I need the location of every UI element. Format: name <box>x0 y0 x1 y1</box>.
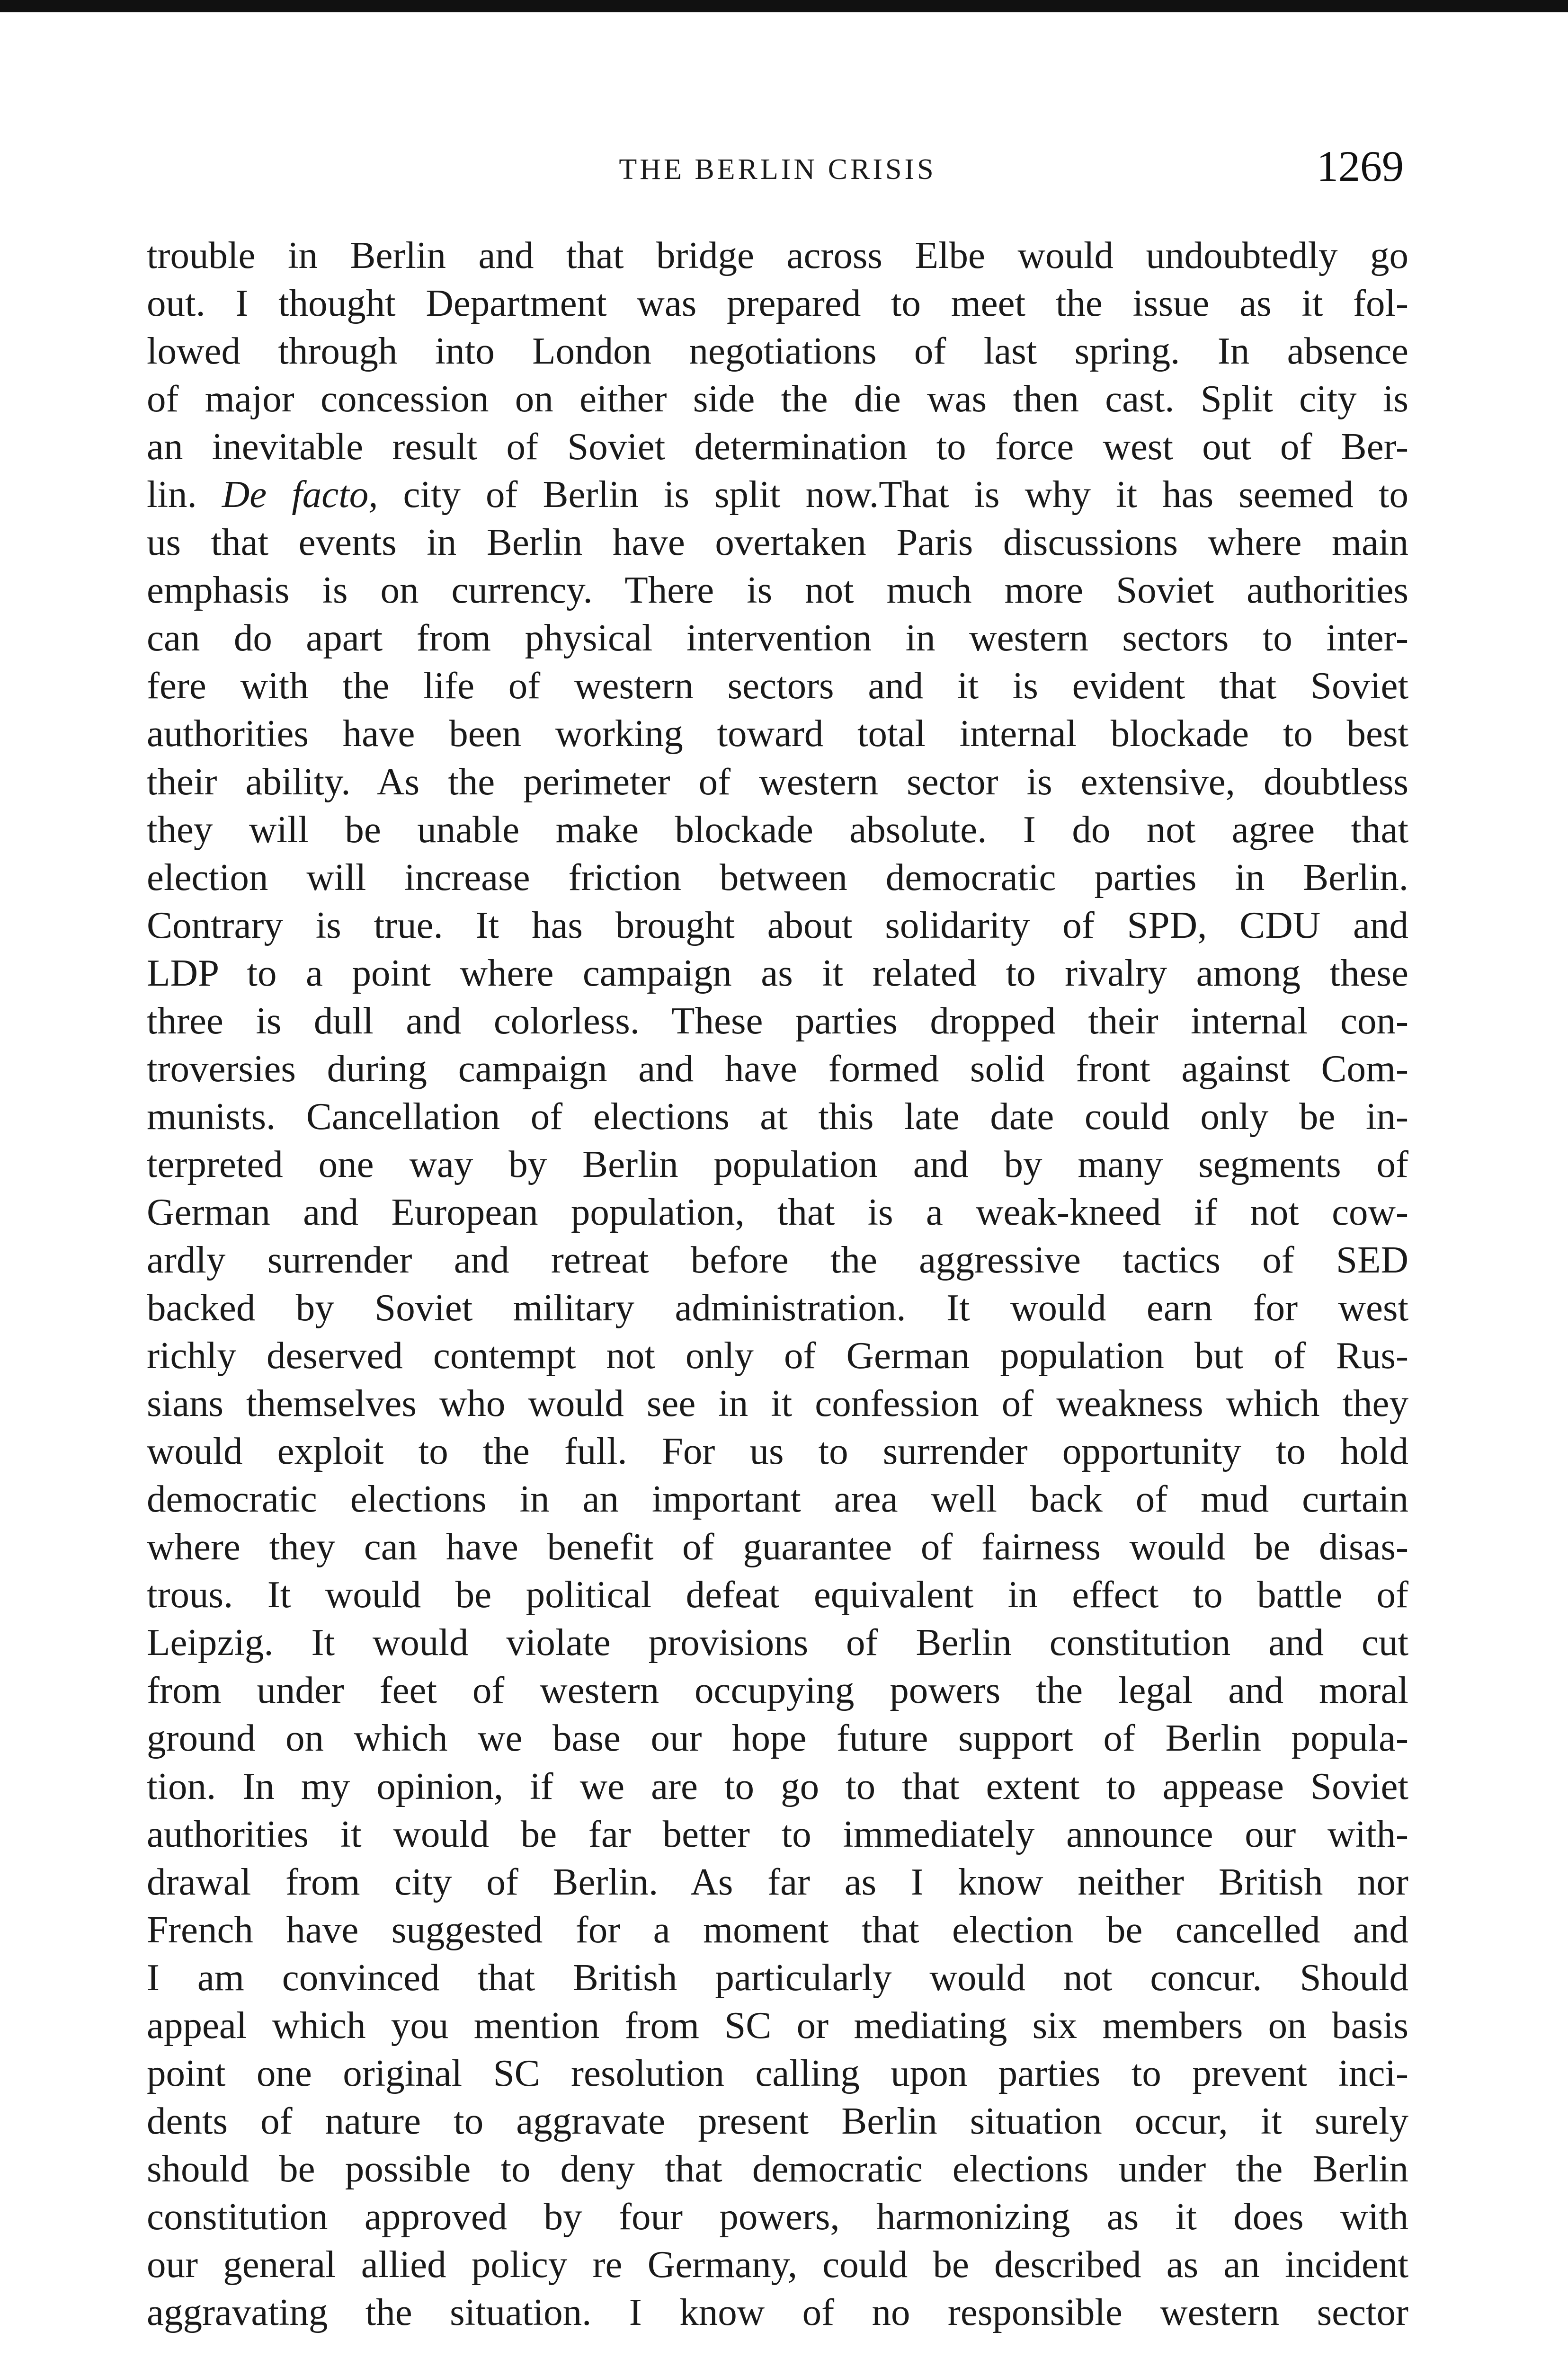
text-line: trous. It would be political defeat equivalent in effect to battle of <box>147 1573 1408 1616</box>
text-line: point one original SC resolution calling upon parties to prevent inci- <box>147 2051 1408 2094</box>
text-line: French have suggested for a moment that election be cancelled and <box>147 1908 1408 1951</box>
text-line: backed by Soviet military administration. It would earn for west <box>147 1286 1408 1329</box>
text-line: terpreted one way by Berlin population and by many segments of <box>147 1142 1408 1185</box>
text-line: ground on which we base our hope future support of Berlin popula- <box>147 1717 1408 1760</box>
text-line: munists. Cancellation of elections at this late date could only be in- <box>147 1095 1408 1138</box>
top-border-rule <box>0 0 1568 12</box>
text-segment: city of Berlin is split now.That is why it has seemed to <box>403 473 1408 516</box>
text-line: Leipzig. It would violate provisions of Berlin constitution and cut <box>147 1621 1408 1664</box>
text-line: dents of nature to aggravate present Berlin situation occur, it surely <box>147 2099 1408 2142</box>
text-line: our general allied policy re Germany, could be described as an incident <box>147 2242 1408 2286</box>
text-line: where they can have benefit of guarantee of fairness would be disas- <box>147 1525 1408 1568</box>
italic-phrase: De facto, <box>222 473 378 516</box>
text-line-mixed <box>147 471 1408 518</box>
text-line: tion. In my opinion, if we are to go to that extent to appease Soviet <box>147 1764 1408 1807</box>
page-number: 1269 <box>1317 142 1404 190</box>
text-line: can do apart from physical intervention in western sectors to inter- <box>147 616 1408 659</box>
text-line: constitution approved by four powers, harmonizing as it does with <box>147 2195 1408 2238</box>
text-line: fere with the life of western sectors and it is evident that Soviet <box>147 664 1408 707</box>
text-line: ardly surrender and retreat before the aggressive tactics of SED <box>147 1238 1408 1281</box>
text-line: Contrary is true. It has brought about solidarity of SPD, CDU and <box>147 903 1408 946</box>
text-line: appeal which you mention from SC or mediating six members on basis <box>147 2003 1408 2047</box>
text-line: authorities it would be far better to immediately announce our with- <box>147 1812 1408 1855</box>
text-line: authorities have been working toward total internal blockade to best <box>147 712 1408 755</box>
text-line: emphasis is on currency. There is not much more Soviet authorities <box>147 569 1408 612</box>
text-line: troversies during campaign and have formed solid front against Com- <box>147 1047 1408 1090</box>
page-header <box>147 144 1408 196</box>
text-line: they will be unable make blockade absolute. I do not agree that <box>147 808 1408 851</box>
text-line: trouble in Berlin and that bridge across Elbe would undoubtedly go <box>147 234 1408 276</box>
text-line: sians themselves who would see in it confession of weakness which they <box>147 1382 1408 1425</box>
text-line: LDP to a point where campaign as it related to rivalry among these <box>147 951 1408 994</box>
text-line: richly deserved contempt not only of German population but of Rus- <box>147 1334 1408 1377</box>
body-text <box>147 231 1408 2336</box>
text-line: out. I thought Department was prepared to meet the issue as it fol- <box>147 282 1408 325</box>
text-line: democratic elections in an important area well back of mud curtain <box>147 1477 1408 1521</box>
text-line: should be possible to deny that democratic elections under the Berlin <box>147 2147 1408 2190</box>
text-line: lowed through into London negotiations of last spring. In absence <box>147 329 1408 373</box>
text-line: three is dull and colorless. These parties dropped their internal con- <box>147 999 1408 1042</box>
running-title: THE BERLIN CRISIS <box>619 153 936 186</box>
text-line: from under feet of western occupying powers the legal and moral <box>147 1669 1408 1712</box>
text-line: I am convinced that British particularly would not concur. Should <box>147 1956 1408 1999</box>
text-line: would exploit to the full. For us to surrender opportunity to hold <box>147 1430 1408 1473</box>
text-line: their ability. As the perimeter of western sector is extensive, doubtless <box>147 760 1408 803</box>
text-line: of major concession on either side the die was then cast. Split city is <box>147 377 1408 420</box>
text-line: election will increase friction between democratic parties in Berlin. <box>147 855 1408 899</box>
text-line: an inevitable result of Soviet determination to force west out of Ber- <box>147 425 1408 468</box>
text-line: us that events in Berlin have overtaken Paris discussions where main <box>147 521 1408 564</box>
text-line: aggravating the situation. I know of no responsible western sector <box>147 2291 1408 2334</box>
text-line: drawal from city of Berlin. As far as I know neither British nor <box>147 1860 1408 1903</box>
text-segment: lin. <box>147 473 197 516</box>
text-line: German and European population, that is a weak-kneed if not cow- <box>147 1190 1408 1233</box>
